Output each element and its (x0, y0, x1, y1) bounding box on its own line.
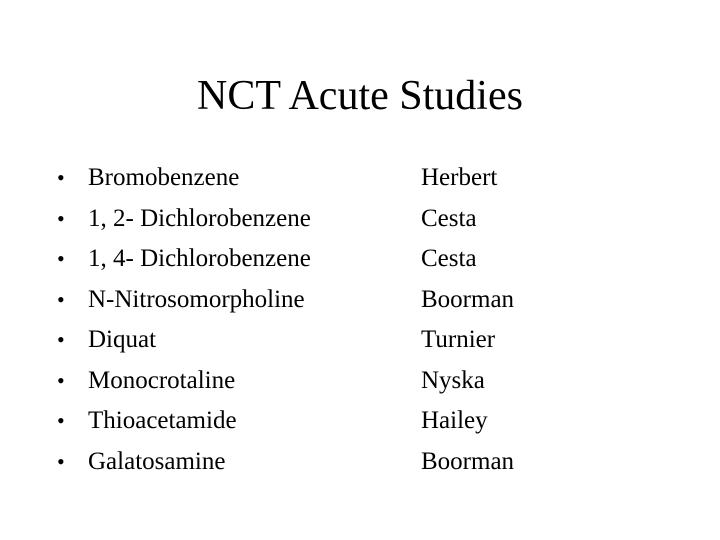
bullet-icon: • (57, 165, 65, 190)
author-name: Herbert (421, 164, 498, 191)
list-item (0, 442, 720, 483)
bullet-icon: • (57, 286, 65, 312)
compound-name: 1, 4- Dichlorobenzene (88, 245, 311, 272)
slide-title: NCT Acute Studies (197, 73, 523, 119)
compound-name: Galatosamine (88, 447, 226, 475)
compound-name: 1, 2- Dichlorobenzene (88, 204, 311, 232)
list-item (0, 401, 720, 442)
list-item (0, 199, 720, 240)
list-item (0, 320, 720, 361)
compound-name: Bromobenzene (88, 164, 240, 191)
bullet-icon: • (57, 367, 65, 393)
author-name: Nyska (421, 366, 485, 394)
list-item (0, 280, 720, 321)
author-name: Hailey (421, 407, 488, 434)
author-name: Boorman (421, 447, 515, 475)
study-list (0, 158, 720, 482)
list-item (0, 361, 720, 402)
list-item (0, 239, 720, 280)
bullet-icon: • (57, 246, 65, 271)
compound-name: N-Nitrosomorpholine (88, 285, 305, 313)
bullet-icon: • (57, 408, 65, 433)
compound-name: Monocrotaline (88, 366, 236, 394)
compound-name: Diquat (88, 326, 157, 353)
bullet-icon: • (57, 327, 65, 352)
compound-name: Thioacetamide (88, 407, 237, 434)
author-name: Boorman (421, 285, 515, 313)
author-name: Cesta (421, 204, 477, 232)
list-item (0, 158, 720, 199)
bullet-icon: • (57, 448, 65, 474)
author-name: Cesta (421, 245, 477, 272)
author-name: Turnier (421, 326, 496, 353)
bullet-icon: • (57, 205, 65, 231)
